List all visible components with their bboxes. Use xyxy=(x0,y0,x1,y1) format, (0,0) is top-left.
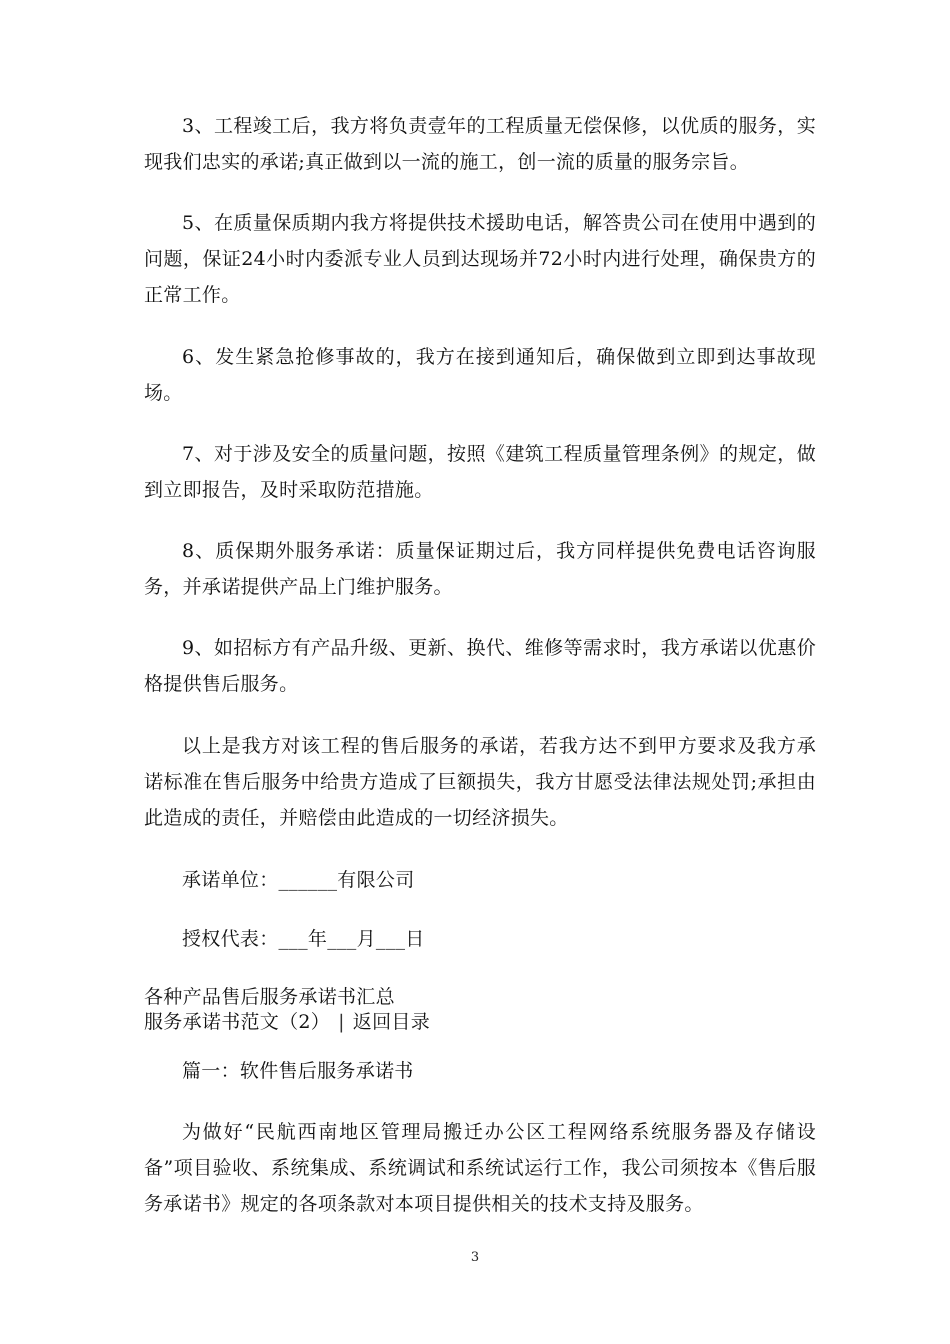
paragraph-summary: 以上是我方对该工程的售后服务的承诺，若我方达不到甲方要求及我方承诺标准在售后服务中给贵方造成了巨额损失，我方甘愿受法律法规处罚;承担由此造成的责任，并赔偿由此造成的一切经济损失。 xyxy=(144,735,816,829)
chapter-intro-paragraph: 为做好“民航西南地区管理局搬迁办公区工程网络系统服务器及存储设备”项目验收、系统集成、系统调试和系统试运行工作，我公司须按本《售后服务承诺书》规定的各项条款对本项目提供相关的技术支持及服务。 xyxy=(144,1121,816,1215)
paragraph-item-6: 6、发生紧急抢修事故的，我方在接到通知后，确保做到立即到达事故现场。 xyxy=(144,346,816,404)
paragraph-item-8: 8、质保期外服务承诺：质量保证期过后，我方同样提供免费电话咨询服务，并承诺提供产品上门维护服务。 xyxy=(144,540,816,598)
section-title: 各种产品售后服务承诺书汇总 xyxy=(144,986,395,1008)
paragraph-item-9: 9、如招标方有产品升级、更新、换代、维修等需求时，我方承诺以优惠价格提供售后服务。 xyxy=(144,637,816,695)
page-number: 3 xyxy=(470,1250,480,1265)
section-nav xyxy=(144,1010,430,1034)
paragraph-item-3: 3、工程竣工后，我方将负责壹年的工程质量无偿保修，以优质的服务，实现我们忠实的承诺;真正做到以一流的施工，创一流的质量的服务宗旨。 xyxy=(144,115,816,173)
section-subtitle: 服务承诺书范文（2） xyxy=(144,1011,331,1033)
back-to-contents-link[interactable]: 返回目录 xyxy=(352,1011,430,1033)
paragraph-item-7: 7、对于涉及安全的质量问题，按照《建筑工程质量管理条例》的规定，做到立即报告，及时采取防范措施。 xyxy=(144,443,816,501)
paragraph-item-5: 5、在质量保质期内我方将提供技术援助电话，解答贵公司在使用中遇到的问题，保证24小时内委派专业人员到达现场并72小时内进行处理，确保贵方的正常工作。 xyxy=(144,212,816,306)
chapter-heading: 篇一：软件售后服务承诺书 xyxy=(182,1060,414,1082)
authorized-representative-line: 授权代表：___年___月___日 xyxy=(182,928,425,950)
nav-separator: | xyxy=(338,1011,345,1033)
committing-unit-line: 承诺单位：______有限公司 xyxy=(182,869,415,891)
